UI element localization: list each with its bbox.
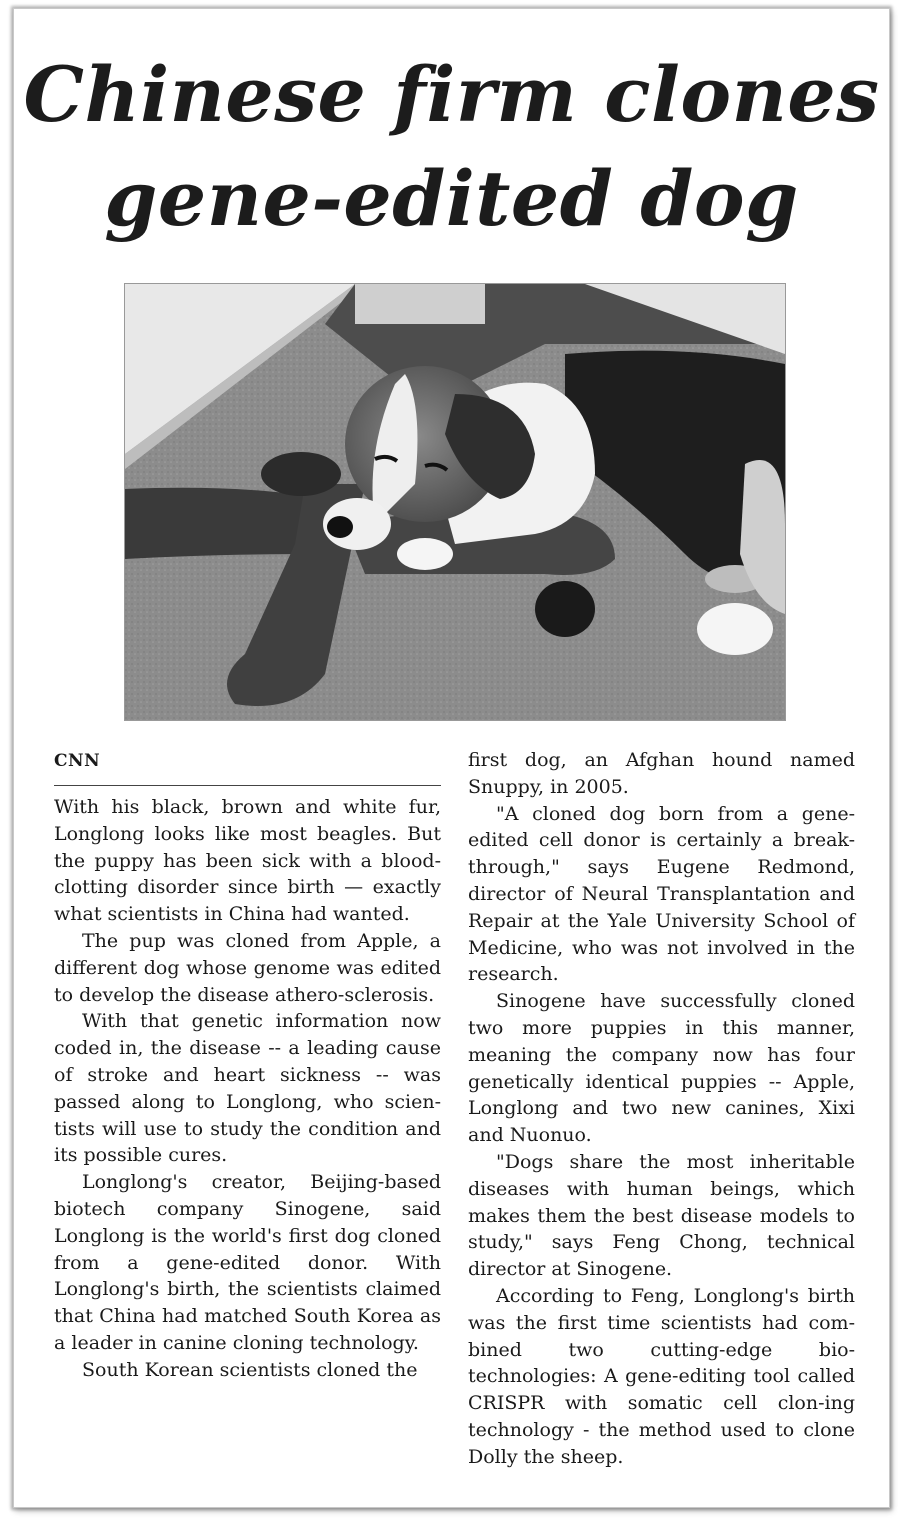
article-column-left [54, 747, 441, 1384]
paragraph: "Dogs share the most inheritable diseases with human beings, which makes them the best disease models to study," says Feng Chong, technical director at Sinogene. [468, 1150, 855, 1281]
headline-line-2: gene-edited dog [104, 154, 799, 243]
paragraph: Longlong's creator, Beijing-based biotech company Sinogene, said Longlong is the world's first dog cloned from a gene-edited donor. With Longlong's birth, the scientists claimed that China had matched South Korea as a leader in canine cloning technology. [54, 1171, 441, 1354]
paragraph: The pup was cloned from Apple, a different dog whose genome was edited to develop the disease athero-sclerosis. [54, 929, 441, 1006]
headline [14, 43, 889, 251]
paragraph: Sinogene have successfully cloned two more puppies in this manner, meaning the company now has four genetically identical puppies -- Apple, Longlong and two new canines, Xixi and Nuonuo. [468, 990, 855, 1147]
newspaper-clipping [13, 8, 890, 1508]
paragraph: first dog, an Afghan hound named Snuppy, in 2005. [468, 749, 855, 798]
article-column-right [468, 747, 855, 1471]
headline-line-1: Chinese firm clones [23, 50, 880, 139]
paragraph: With his black, brown and white fur, Longlong looks like most beagles. But the puppy has been sick with a blood-clotting disorder since birth — exactly what scientists in China had wanted. [54, 796, 441, 926]
paragraph: "A cloned dog born from a gene-edited cell donor is certainly a break-through," says Eugene Redmond, director of Neural Transplantation and Repair at the Yale University School of Medicine, who was not involved in the research. [468, 802, 855, 986]
paragraph: With that genetic information now coded in, the disease -- a leading cause of stroke and heart sickness -- was passed along to Longlong, who scien-tists will use to study the condition and its possible cures. [54, 1010, 441, 1167]
paragraph: According to Feng, Longlong's birth was the first time scientists had com-bined two cutting-edge bio-technologies: A gene-editing tool called CRISPR with somatic cell clon-ing technology - the method used to clone Dolly the sheep. [468, 1284, 855, 1468]
paragraph: South Korean scientists cloned the [82, 1358, 418, 1381]
source-byline: CNN [54, 747, 441, 786]
beagle-puppy-photo [124, 283, 786, 721]
